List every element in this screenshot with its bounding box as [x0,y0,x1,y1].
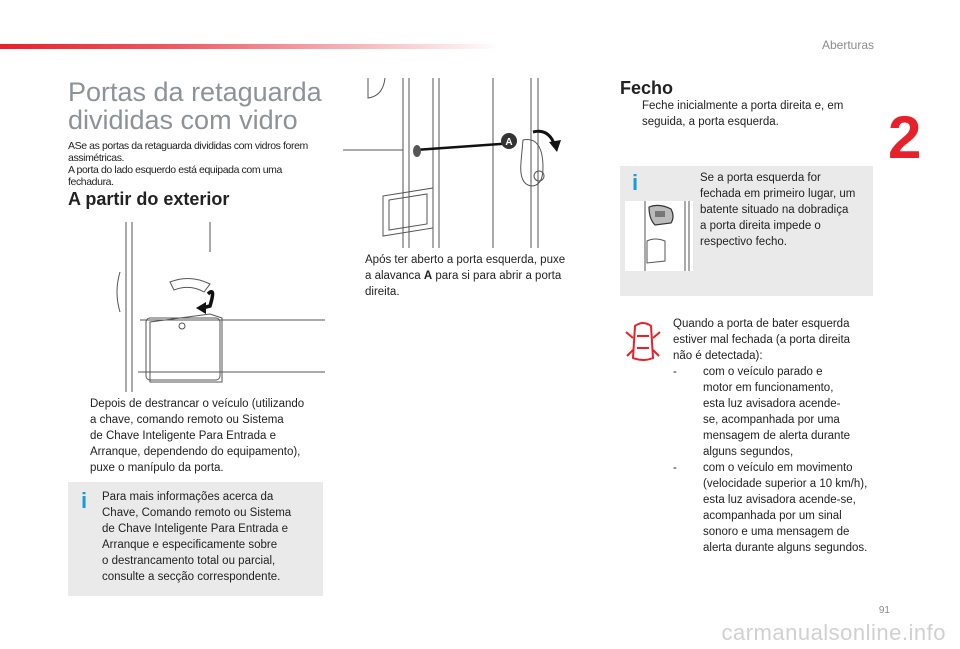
text-line: alerta durante alguns segundos. [703,542,868,554]
list-dash: - [673,462,677,474]
warning-list-item [673,460,873,556]
bullet-marker [620,98,642,130]
text-line: puxe o manípulo da porta. [90,462,224,474]
text-line: o destrancamento total ou parcial, [102,555,276,567]
text-line: respectivo fecho. [700,236,787,248]
hinge-stop-illustration [625,201,693,271]
page-title [68,78,348,134]
info-icon: i [81,488,88,513]
intro-line: ASe as portas da retaguarda divididas com vidros forem [68,140,308,152]
text-line: a chave, comando remoto ou Sistema [90,414,284,426]
text-line: acompanhada por um sinal [703,510,842,522]
text-line: Se a porta esquerda for [700,172,821,184]
door-open-warning-icon [625,320,661,364]
text-line: com o veículo parado e [703,366,823,378]
text-line: Após ter aberto a porta esquerda, puxe [365,254,566,266]
text-fragment-bold: A [423,270,433,282]
text-line: direita. [365,286,400,298]
closing-info-text [700,170,870,250]
text-line: de Chave Inteligente Para Entrada e [90,430,277,442]
lever-step [343,252,583,300]
info-icon: i [632,170,639,195]
text-line: esta luz avisadora acende-se, [703,494,856,506]
bullet-marker [343,252,365,300]
header-accent-bar [0,44,500,49]
text-line: Chave, Comando remoto ou Sistema [102,507,292,519]
text-line: batente situado na dobradiça [700,204,849,216]
lever-illustration [343,78,573,248]
text-fragment: para si para abrir a porta [432,270,562,282]
exterior-heading: A partir do exterior [68,189,230,209]
text-line: a porta direita impede o [700,220,821,232]
exterior-handle-illustration [110,222,325,392]
text-line: não é detectada): [673,350,763,362]
closing-info-box [620,166,873,296]
chapter-number: 2 [888,104,922,171]
text-line: Para mais informações acerca da [102,491,274,503]
text-line: alguns segundos, [703,446,794,458]
text-line: Arranque e especificamente sobre [102,539,278,551]
intro-line: A porta do lado esquerdo está equipada com uma fechadura. [68,164,282,188]
text-line: mensagem de alerta durante [703,430,851,442]
page-title-line: Portas da retaguarda [68,77,322,107]
text-line: Arranque, dependendo do equipamento), [90,446,301,458]
text-line: Feche inicialmente a porta direita e, em [642,100,844,112]
section-name: Aberturas [821,38,874,52]
text-line: (velocidade superior a 10 km/h), [703,478,868,490]
text-line: com o veículo em movimento [703,462,853,474]
intro-text [68,140,328,188]
warning-text [673,316,873,556]
text-line: Depois de destrancar o veículo (utilizando [90,398,305,410]
text-line: se, acompanhada por uma [703,414,840,426]
intro-line: assimétricas. [68,152,125,164]
text-line: consulte a secção correspondente. [102,571,281,583]
exterior-info-box [68,482,323,596]
text-line: estiver mal fechada (a porta direita [673,334,851,346]
watermark: carmanualsonline.info [721,620,946,645]
text-line: fechada em primeiro lugar, um [700,188,856,200]
text-line: motor em funcionamento, [703,382,834,394]
page-number: 91 [878,605,890,616]
list-dash: - [673,366,677,378]
bullet-marker [68,396,90,476]
exterior-info-text [102,489,317,585]
page-title-line: divididas com vidro [68,105,298,135]
warning-list-item [673,364,873,460]
callout-label-a: A [505,137,513,148]
text-line: esta luz avisadora acende- [703,398,841,410]
closing-step [620,98,870,130]
text-line: Quando a porta de bater esquerda [673,318,850,330]
text-line: sonoro e uma mensagem de [703,526,850,538]
text-line: seguida, a porta esquerda. [642,116,779,128]
text-line [365,268,565,284]
closing-heading: Fecho [620,78,674,98]
exterior-step [68,396,323,476]
text-line: de Chave Inteligente Para Entrada e [102,523,289,535]
text-fragment: a alavanca [365,270,424,282]
